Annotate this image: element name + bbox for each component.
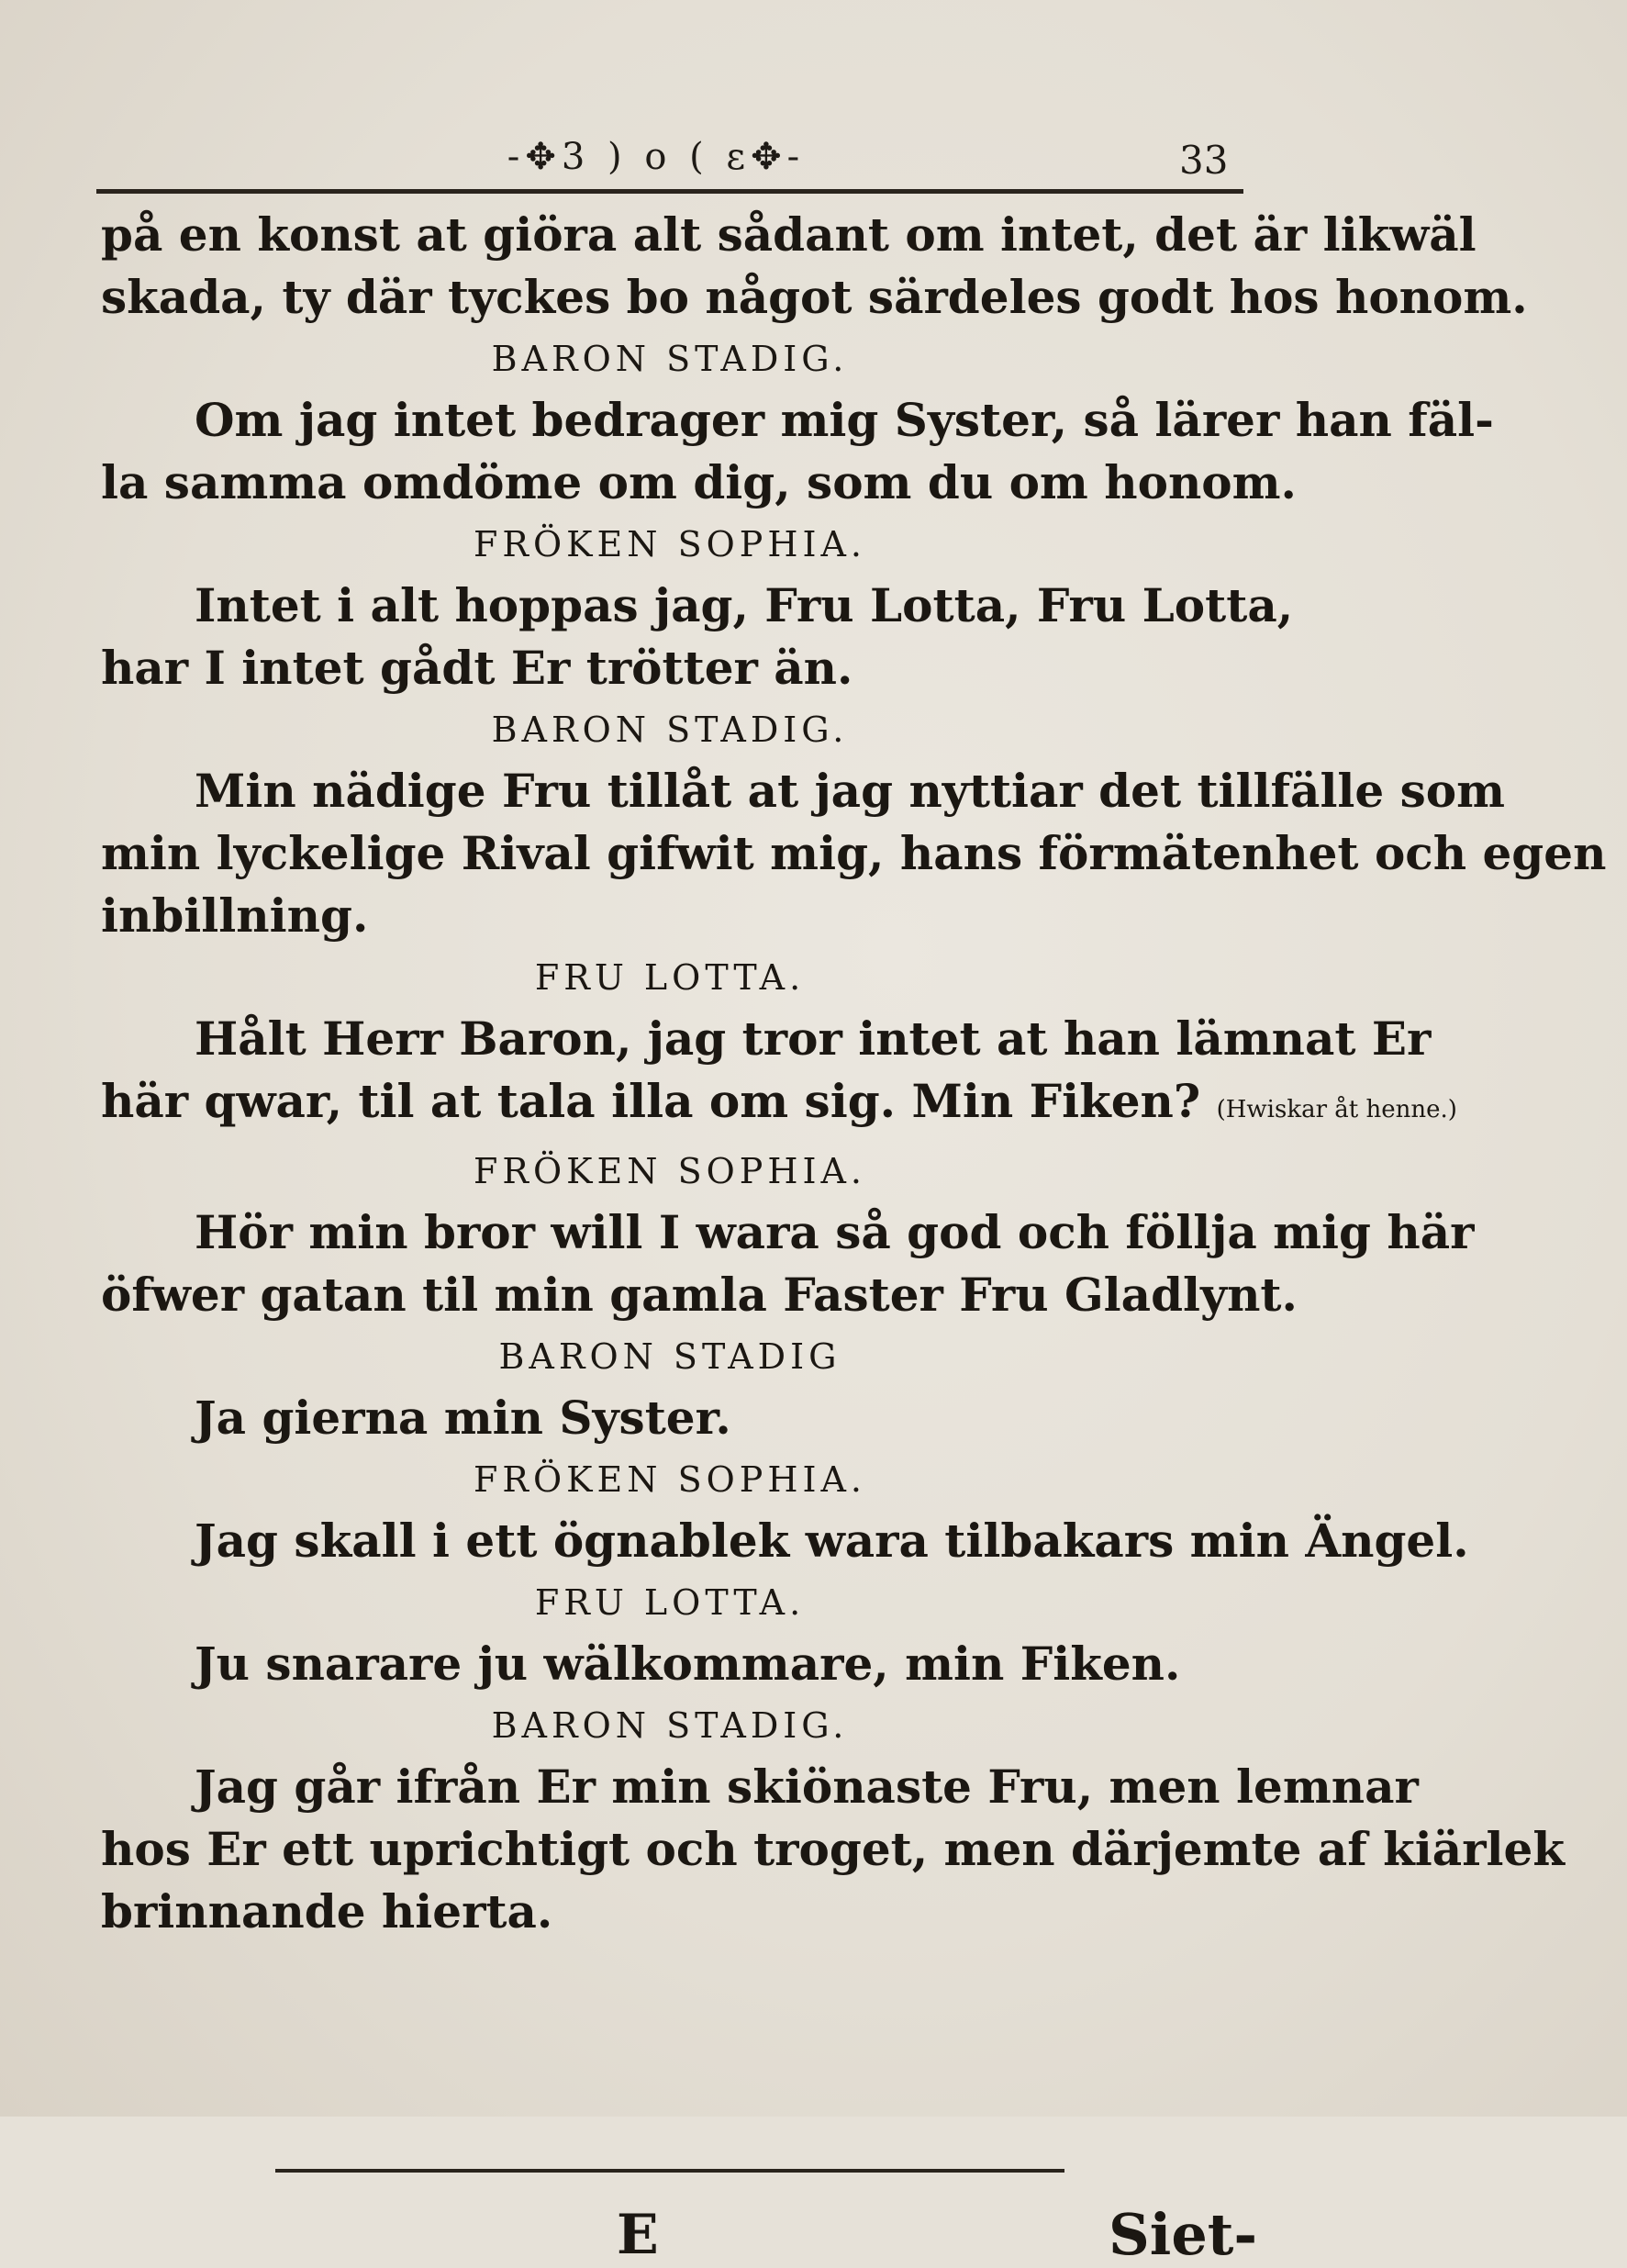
play-text bbox=[101, 204, 1607, 1943]
header-ornament: -✥3 ) o ( ε✥- bbox=[507, 136, 806, 178]
text-line: hos Er ett uprichtigt och troget, men därjemte af kiärlek bbox=[101, 1822, 1565, 1876]
text-line: Ju snarare ju wälkommare, min Fiken. bbox=[195, 1637, 1181, 1691]
speaker-name: FRU LOTTA. bbox=[534, 957, 806, 998]
text-line: inbillning. bbox=[101, 888, 369, 943]
speaker-name: FRÖKEN SOPHIA. bbox=[473, 524, 866, 564]
text-line: la samma omdöme om dig, som du om honom. bbox=[101, 455, 1297, 509]
speaker-name: BARON STADIG. bbox=[491, 339, 849, 379]
text-segment: här qwar, til at tala illa om sig. Min Fiken? bbox=[101, 1074, 1201, 1128]
speaker-name: BARON STADIG. bbox=[491, 709, 849, 750]
signature-mark: E bbox=[617, 2203, 659, 2267]
text-line: Intet i alt hoppas jag, Fru Lotta, Fru Lotta, bbox=[195, 578, 1294, 632]
speaker-name: FRÖKEN SOPHIA. bbox=[473, 1459, 866, 1500]
page-number: 33 bbox=[1179, 138, 1229, 183]
text-line: Jag går ifrån Er min skiönaste Fru, men lemnar bbox=[195, 1760, 1419, 1814]
speaker-name: FRÖKEN SOPHIA. bbox=[473, 1151, 866, 1191]
text-line: min lyckelige Rival gifwit mig, hans förmätenhet och egen bbox=[101, 826, 1607, 880]
speaker-name: BARON STADIG. bbox=[491, 1705, 849, 1746]
text-line: har I intet gådt Er trötter än. bbox=[101, 641, 853, 695]
text-line: på en konst at giöra alt sådant om intet, det är likwäl bbox=[101, 207, 1477, 262]
text-line: öfwer gatan til min gamla Faster Fru Gladlynt. bbox=[101, 1268, 1298, 1322]
speaker-name: FRU LOTTA. bbox=[534, 1582, 806, 1623]
catchword: Siet- bbox=[1109, 2201, 1258, 2268]
text-line: Hör min bror will I wara så god och föllja mig här bbox=[195, 1205, 1475, 1259]
text-line: Ja gierna min Syster. bbox=[195, 1391, 731, 1445]
text-line: Min nädige Fru tillåt at jag nyttiar det tillfälle som bbox=[195, 764, 1506, 818]
text-line: brinnande hierta. bbox=[101, 1884, 553, 1938]
footer-rule bbox=[275, 2169, 1064, 2173]
speaker-name: BARON STADIG bbox=[498, 1336, 841, 1377]
text-line: Jag skall i ett ögnablek wara tilbakars min Ängel. bbox=[195, 1514, 1469, 1568]
text-line: Om jag intet bedrager mig Syster, så lärer han fäl- bbox=[195, 393, 1494, 447]
stage-direction: (Hwiskar åt henne.) bbox=[1216, 1096, 1457, 1123]
header-rule bbox=[96, 189, 1243, 194]
text-line: Hålt Herr Baron, jag tror intet at han lämnat Er bbox=[195, 1011, 1432, 1066]
text-line: skada, ty där tyckes bo något särdeles godt hos honom. bbox=[101, 270, 1528, 324]
text-line bbox=[101, 1070, 1457, 1141]
